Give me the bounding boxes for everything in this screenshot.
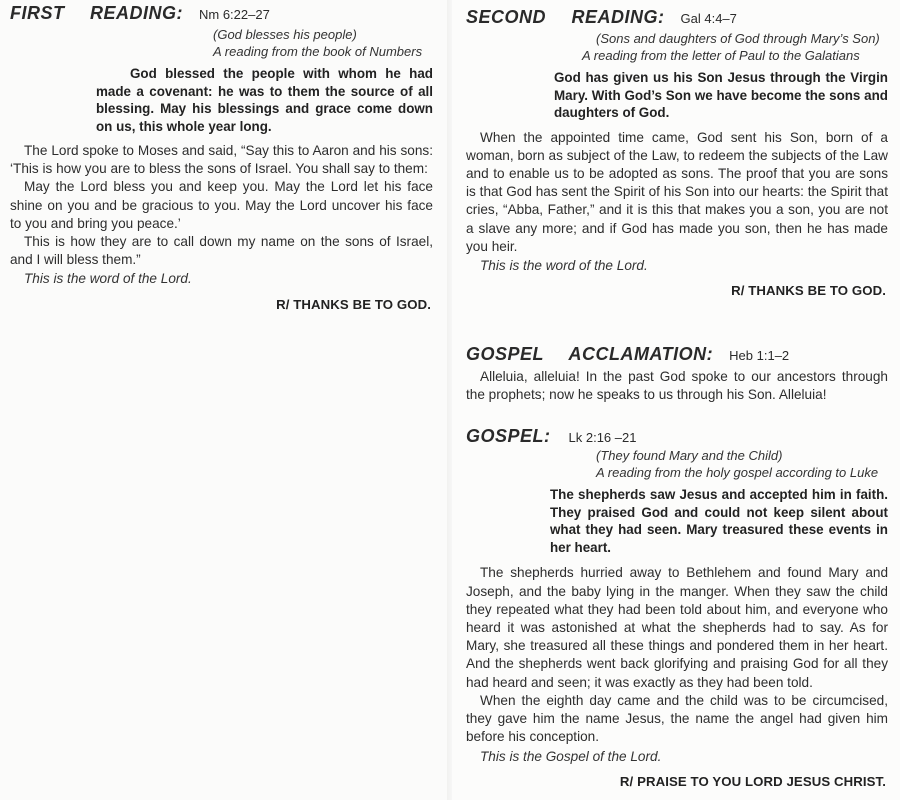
second-reading-header (466, 7, 888, 28)
first-reading-response: R/ THANKS BE TO GOD. (276, 297, 431, 313)
first-reading-reference: Nm 6:22–27 (199, 7, 270, 22)
gospel-acclamation-reference: Heb 1:1–2 (729, 347, 790, 363)
gospel-header (466, 426, 888, 447)
gospel-paragraph-2: When the eighth day came and the child was to be circumcised, they gave him the name Jesus, the name the angel had given him before his conception. (466, 692, 888, 745)
first-reading-source: A reading from the book of Numbers (213, 44, 423, 59)
gospel-closing: This is the Gospel of the Lord. (480, 749, 662, 765)
first-reading-summary: God blessed the people with whom he had made a covenant: he was to them the source of all blessing. May his blessings and grace come down on us, this whole year long. (96, 66, 433, 134)
right-column (452, 0, 900, 800)
left-column (0, 0, 447, 800)
second-reading-reference: Gal 4:4–7 (680, 11, 737, 26)
gospel-reference: Lk 2:16 –21 (568, 430, 637, 446)
first-reading-header (10, 3, 433, 24)
gospel-acclamation-heading: GOSPEL ACCLAMATION: (466, 343, 714, 364)
gospel-source: A reading from the holy gospel according to Luke (596, 465, 879, 481)
gospel-heading: GOSPEL: (466, 426, 551, 447)
second-reading-source: A reading from the letter of Paul to the Galatians (582, 48, 860, 63)
first-reading-subtitle: (God blesses his people) (213, 27, 357, 42)
first-reading-paragraph-2: May the Lord bless you and keep you. May the Lord let his face shine on you and be gracious to you. May the Lord uncover his face to you and bring you peace.’ (10, 179, 433, 231)
first-reading-paragraph-3: This is how they are to call down my name on the sons of Israel, and I will bless them.” (10, 234, 433, 268)
first-reading-paragraph-1: The Lord spoke to Moses and said, “Say this to Aaron and his sons: ‘This is how you are to bless the sons of Israel. You shall say to them: (10, 143, 433, 177)
first-reading-closing: This is the word of the Lord. (24, 271, 192, 287)
gospel-summary: The shepherds saw Jesus and accepted him in faith. They praised God and could not keep silent about what they had seen. Mary treasured these events in her heart. (550, 487, 888, 555)
second-reading-paragraph-1: When the appointed time came, God sent his Son, born of a woman, born as subject of the Law, to redeem the subjects of the Law and to enable us to be adopted as sons. The proof that you are sons is that God has sent the Spirit of his Son into our hearts: the Spirit that cries, “Abba, Father,” and it is this that makes you a son, you are not a slave any more; and if God has made you son, then he has made you heir. (466, 129, 888, 254)
second-reading-subtitle: (Sons and daughters of God through Mary’s Son) (596, 31, 880, 46)
gospel-paragraph-1: The shepherds hurried away to Bethlehem and found Mary and Joseph, and the baby lying in the manger. When they saw the child they repeated what they had been told about him, and everyone who heard it was astonished at what the shepherds had to say. As for Mary, she treasured all these things and pondered them in her heart. And the shepherds went back glorifying and praising God for all they had heard and seen; it was exactly as they had been told. (466, 565, 888, 690)
first-reading-heading: FIRST READING: (10, 3, 183, 23)
second-reading-summary: God has given us his Son Jesus through the Virgin Mary. With God’s Son we have become the sons and daughters of God. (554, 70, 888, 120)
gospel-response: R/ PRAISE TO YOU LORD JESUS CHRIST. (619, 774, 886, 790)
second-reading-response: R/ THANKS BE TO GOD. (731, 282, 886, 298)
gospel-acclamation-header (466, 344, 888, 365)
second-reading-heading: SECOND READING: (466, 7, 665, 27)
gospel-acclamation-text: Alleluia, alleluia! In the past God spoke to our ancestors through the prophets; now he speaks to us through his Son. Alleluia! (466, 368, 888, 403)
gospel-subtitle: (They found Mary and the Child) (596, 448, 783, 464)
second-reading-closing: This is the word of the Lord. (480, 257, 648, 273)
